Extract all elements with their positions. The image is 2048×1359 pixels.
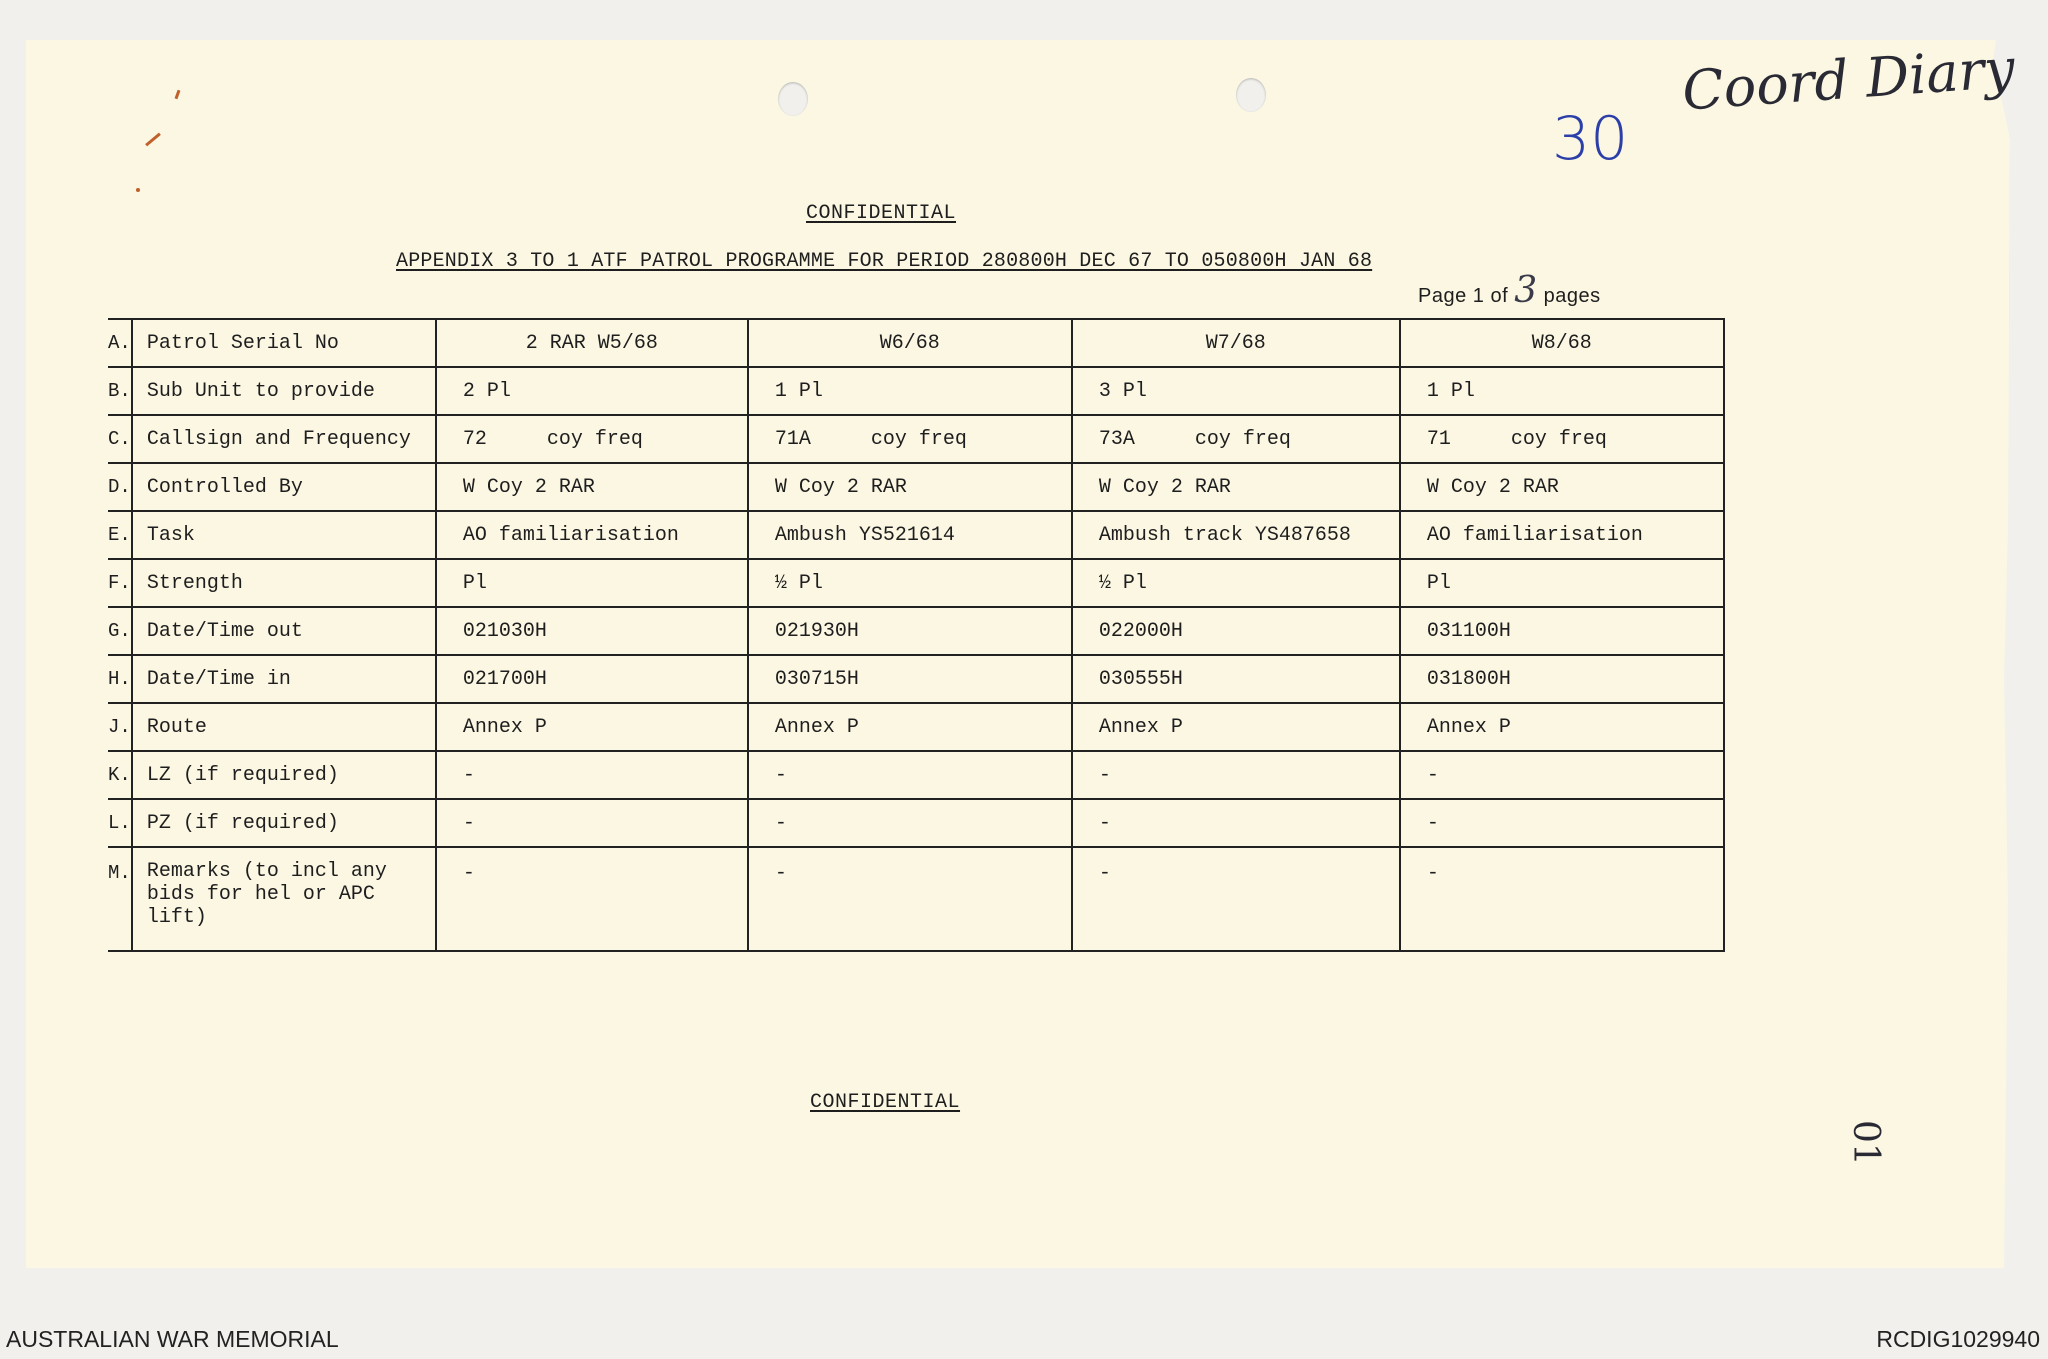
cell-patrol-2: W6/68 bbox=[748, 319, 1072, 367]
cell-patrol-2: 1 Pl bbox=[748, 367, 1072, 415]
cell-patrol-3: - bbox=[1072, 847, 1400, 951]
cell-patrol-1: 2 RAR W5/68 bbox=[436, 319, 748, 367]
page-info bbox=[1418, 270, 1601, 311]
cell-patrol-4: 71 coy freq bbox=[1400, 415, 1724, 463]
cell-patrol-3: ½ Pl bbox=[1072, 559, 1400, 607]
row-field-label: Remarks (to incl any bids for hel or APC lift) bbox=[132, 847, 436, 951]
row-field-label: PZ (if required) bbox=[132, 799, 436, 847]
cell-patrol-3: - bbox=[1072, 799, 1400, 847]
row-field-label: LZ (if required) bbox=[132, 751, 436, 799]
cell-patrol-3: 022000H bbox=[1072, 607, 1400, 655]
table-row bbox=[108, 415, 1724, 463]
cell-patrol-1: W Coy 2 RAR bbox=[436, 463, 748, 511]
page-info-prefix: Page 1 of bbox=[1418, 285, 1509, 307]
table-row bbox=[108, 463, 1724, 511]
cell-patrol-4: 031800H bbox=[1400, 655, 1724, 703]
cell-patrol-4: - bbox=[1400, 799, 1724, 847]
punch-hole-right bbox=[1236, 78, 1266, 112]
cell-patrol-1: - bbox=[436, 799, 748, 847]
classification-bottom: CONFIDENTIAL bbox=[810, 1091, 961, 1114]
cell-patrol-2: - bbox=[748, 751, 1072, 799]
row-field-label: Task bbox=[132, 511, 436, 559]
cell-patrol-4: 1 Pl bbox=[1400, 367, 1724, 415]
cell-patrol-1: 021030H bbox=[436, 607, 748, 655]
cell-patrol-2: 71A coy freq bbox=[748, 415, 1072, 463]
cell-patrol-2: 021930H bbox=[748, 607, 1072, 655]
ink-speck bbox=[175, 90, 181, 99]
cell-patrol-3: - bbox=[1072, 751, 1400, 799]
row-field-label: Route bbox=[132, 703, 436, 751]
handwritten-folio-number: 30 bbox=[1552, 104, 1629, 174]
cell-patrol-1: Pl bbox=[436, 559, 748, 607]
cell-patrol-2: Annex P bbox=[748, 703, 1072, 751]
cell-patrol-1: 021700H bbox=[436, 655, 748, 703]
cell-patrol-2: W Coy 2 RAR bbox=[748, 463, 1072, 511]
row-letter: J. bbox=[108, 703, 132, 751]
cell-patrol-3: 030555H bbox=[1072, 655, 1400, 703]
cell-patrol-2: Ambush YS521614 bbox=[748, 511, 1072, 559]
row-letter: F. bbox=[108, 559, 132, 607]
patrol-programme-table bbox=[108, 318, 1725, 952]
ink-speck bbox=[136, 188, 140, 192]
row-field-label: Sub Unit to provide bbox=[132, 367, 436, 415]
row-field-label: Date/Time in bbox=[132, 655, 436, 703]
cell-patrol-2: ½ Pl bbox=[748, 559, 1072, 607]
ink-speck bbox=[145, 133, 161, 147]
cell-patrol-4: - bbox=[1400, 847, 1724, 951]
row-letter: L. bbox=[108, 799, 132, 847]
cell-patrol-2: 030715H bbox=[748, 655, 1072, 703]
row-letter: A. bbox=[108, 319, 132, 367]
cell-patrol-4: W Coy 2 RAR bbox=[1400, 463, 1724, 511]
cell-patrol-3: Annex P bbox=[1072, 703, 1400, 751]
cell-patrol-3: 3 Pl bbox=[1072, 367, 1400, 415]
row-field-label: Callsign and Frequency bbox=[132, 415, 436, 463]
cell-patrol-4: W8/68 bbox=[1400, 319, 1724, 367]
cell-patrol-3: Ambush track YS487658 bbox=[1072, 511, 1400, 559]
cell-patrol-4: Pl bbox=[1400, 559, 1724, 607]
row-field-label: Strength bbox=[132, 559, 436, 607]
cell-patrol-1: AO familiarisation bbox=[436, 511, 748, 559]
cell-patrol-4: 031100H bbox=[1400, 607, 1724, 655]
table-row bbox=[108, 511, 1724, 559]
table-row bbox=[108, 655, 1724, 703]
table-row bbox=[108, 367, 1724, 415]
row-field-label: Date/Time out bbox=[132, 607, 436, 655]
classification-top: CONFIDENTIAL bbox=[806, 202, 957, 225]
row-letter: H. bbox=[108, 655, 132, 703]
cell-patrol-2: - bbox=[748, 847, 1072, 951]
table-row bbox=[108, 607, 1724, 655]
cell-patrol-3: W7/68 bbox=[1072, 319, 1400, 367]
footer-source: AUSTRALIAN WAR MEMORIAL bbox=[6, 1326, 339, 1352]
table-row bbox=[108, 319, 1724, 367]
cell-patrol-3: W Coy 2 RAR bbox=[1072, 463, 1400, 511]
row-field-label: Controlled By bbox=[132, 463, 436, 511]
table-row bbox=[108, 559, 1724, 607]
cell-patrol-1: 2 Pl bbox=[436, 367, 748, 415]
row-letter: D. bbox=[108, 463, 132, 511]
cell-patrol-2: - bbox=[748, 799, 1072, 847]
table-row bbox=[108, 847, 1724, 951]
row-letter: C. bbox=[108, 415, 132, 463]
footer-reference: RCDIG1029940 bbox=[1876, 1326, 2040, 1352]
page-total-handwritten: 3 bbox=[1514, 270, 1538, 311]
row-letter: M. bbox=[108, 847, 132, 951]
row-letter: E. bbox=[108, 511, 132, 559]
handwritten-side-number: 01 bbox=[1845, 1120, 1886, 1166]
table-row bbox=[108, 703, 1724, 751]
row-field-label: Patrol Serial No bbox=[132, 319, 436, 367]
cell-patrol-4: AO familiarisation bbox=[1400, 511, 1724, 559]
page-info-suffix: pages bbox=[1543, 285, 1601, 307]
cell-patrol-3: 73A coy freq bbox=[1072, 415, 1400, 463]
cell-patrol-4: Annex P bbox=[1400, 703, 1724, 751]
row-letter: B. bbox=[108, 367, 132, 415]
cell-patrol-1: - bbox=[436, 847, 748, 951]
punch-hole-left bbox=[778, 82, 808, 116]
cell-patrol-1: 72 coy freq bbox=[436, 415, 748, 463]
document-title: APPENDIX 3 TO 1 ATF PATROL PROGRAMME FOR PERIOD 280800H DEC 67 TO 050800H JAN 68 bbox=[396, 250, 1373, 273]
cell-patrol-1: - bbox=[436, 751, 748, 799]
table-row bbox=[108, 751, 1724, 799]
cell-patrol-4: - bbox=[1400, 751, 1724, 799]
row-letter: G. bbox=[108, 607, 132, 655]
table-row bbox=[108, 799, 1724, 847]
cell-patrol-1: Annex P bbox=[436, 703, 748, 751]
handwritten-coord-diary: Coord Diary bbox=[1680, 36, 2017, 123]
row-letter: K. bbox=[108, 751, 132, 799]
